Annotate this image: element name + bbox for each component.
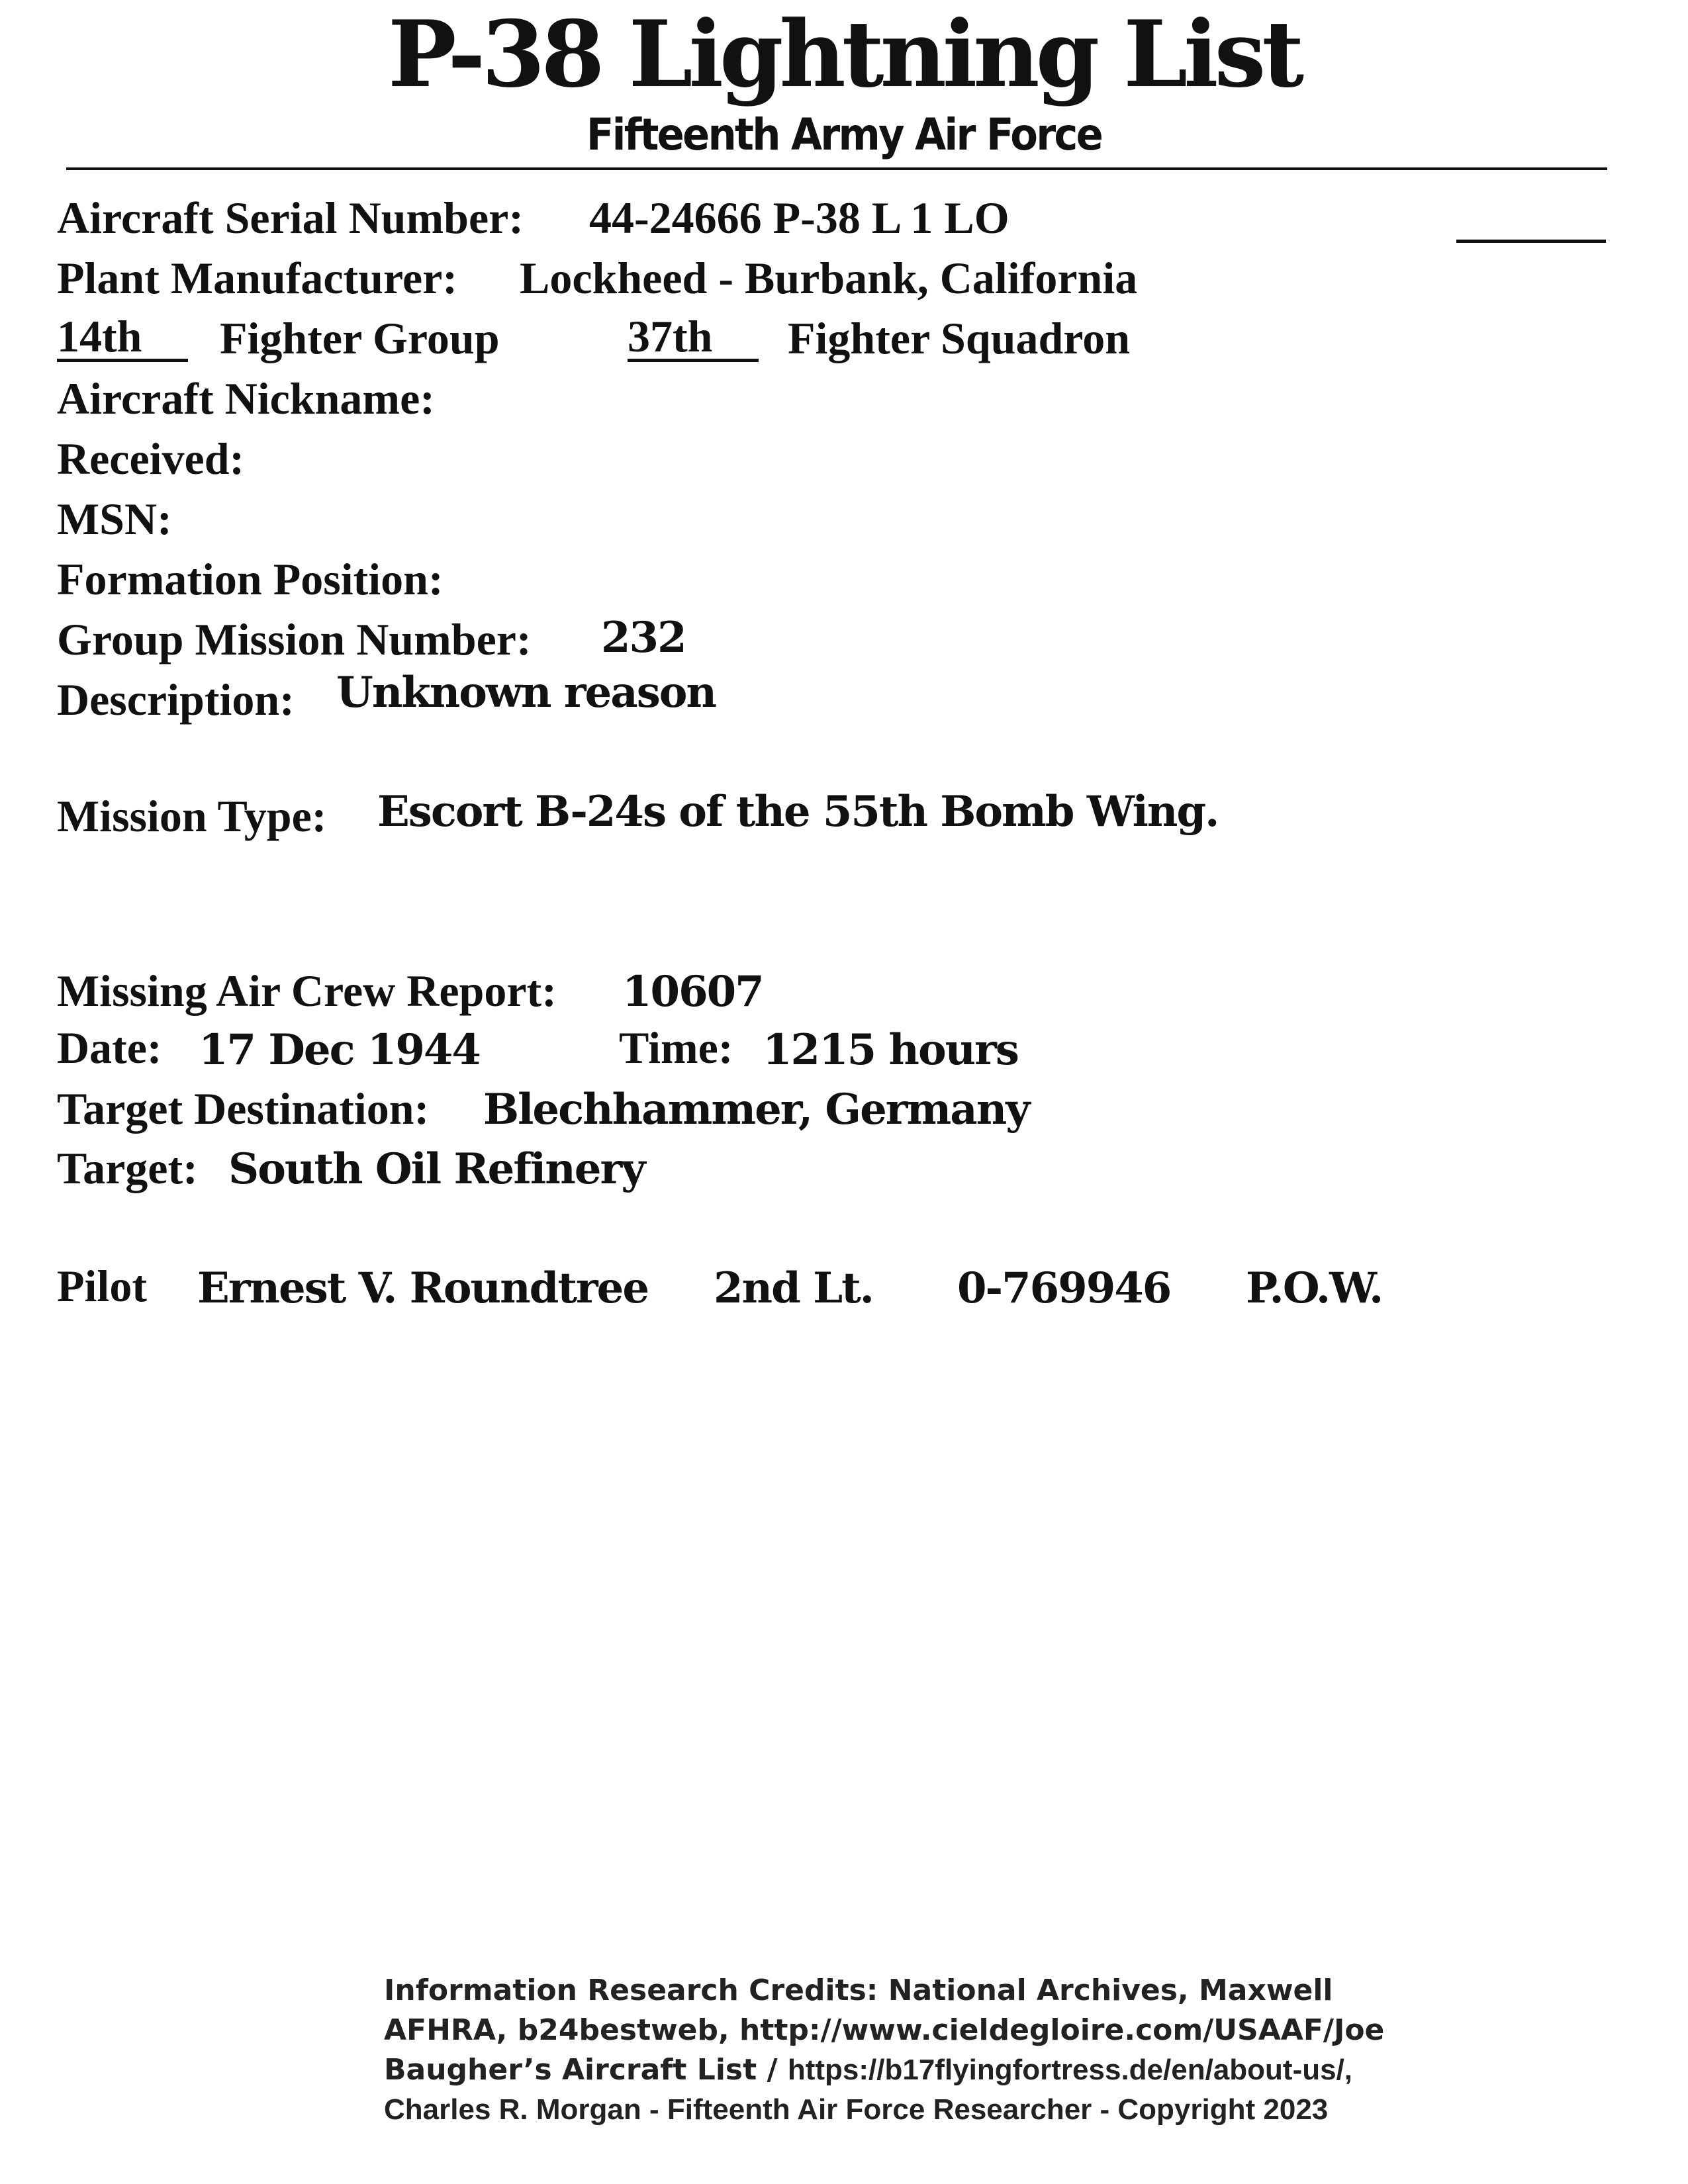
date-label: Date: — [57, 1023, 162, 1073]
squadron-value: 37th — [628, 314, 759, 362]
page-subtitle: Fifteenth Army Air Force — [586, 109, 1102, 160]
description-label: Description: — [57, 674, 295, 725]
target-destination-label: Target Destination: — [57, 1083, 430, 1134]
group-label: Fighter Group — [220, 313, 500, 363]
formation-label: Formation Position: — [57, 554, 444, 604]
mission-type-value: Escort B-24s of the 55th Bomb Wing. — [377, 787, 1219, 837]
group-value: 14th — [57, 314, 188, 362]
title-divider — [66, 167, 1607, 170]
time-label: Time: — [619, 1023, 733, 1073]
pilot-label: Pilot — [57, 1261, 147, 1311]
target-destination-value: Blechhammer, Germany — [483, 1085, 1029, 1134]
manufacturer-value: Lockheed - Burbank, California — [520, 253, 1138, 303]
credits-part-1: Information Research Credits: National Archives, Maxwell AFHRA, b24bestweb, http://www.cieldegloire.com/USAAF/Joe Baugher’s Aircraft List / — [384, 1974, 1385, 2087]
date-value: 17 Dec 1944 — [199, 1025, 480, 1075]
manufacturer-label: Plant Manufacturer: — [57, 253, 457, 303]
credits-part-2: https://b17flyingfortress.de/en/about-us/, Charles R. Morgan - Fifteenth Air Force Researcher - Copyright 2023 — [384, 2054, 1353, 2126]
pilot-rank: 2nd Lt. — [714, 1263, 873, 1313]
mission-type-label: Mission Type: — [57, 791, 327, 841]
received-label: Received: — [57, 433, 245, 484]
pilot-status: P.O.W. — [1246, 1263, 1383, 1313]
serial-value: 44-24666 P-38 L 1 LO — [589, 193, 1009, 243]
target-label: Target: — [57, 1143, 198, 1193]
nickname-label: Aircraft Nickname: — [57, 373, 435, 424]
macr-value: 10607 — [622, 967, 763, 1017]
macr-label: Missing Air Crew Report: — [57, 966, 557, 1016]
time-value: 1215 hours — [763, 1025, 1018, 1075]
squadron-label: Fighter Squadron — [788, 313, 1131, 363]
group-mission-label: Group Mission Number: — [57, 614, 532, 664]
pilot-serial: 0-769946 — [957, 1263, 1171, 1313]
serial-blank-line — [1456, 240, 1606, 243]
page-title: P-38 Lightning List — [387, 0, 1301, 108]
serial-label: Aircraft Serial Number: — [57, 193, 524, 243]
description-value: Unknown reason — [336, 668, 716, 717]
msn-label: MSN: — [57, 494, 172, 544]
research-credits — [384, 1971, 1417, 2130]
group-mission-value: 232 — [601, 613, 686, 662]
target-value: South Oil Refinery — [228, 1144, 645, 1194]
pilot-name: Ernest V. Roundtree — [197, 1263, 649, 1313]
